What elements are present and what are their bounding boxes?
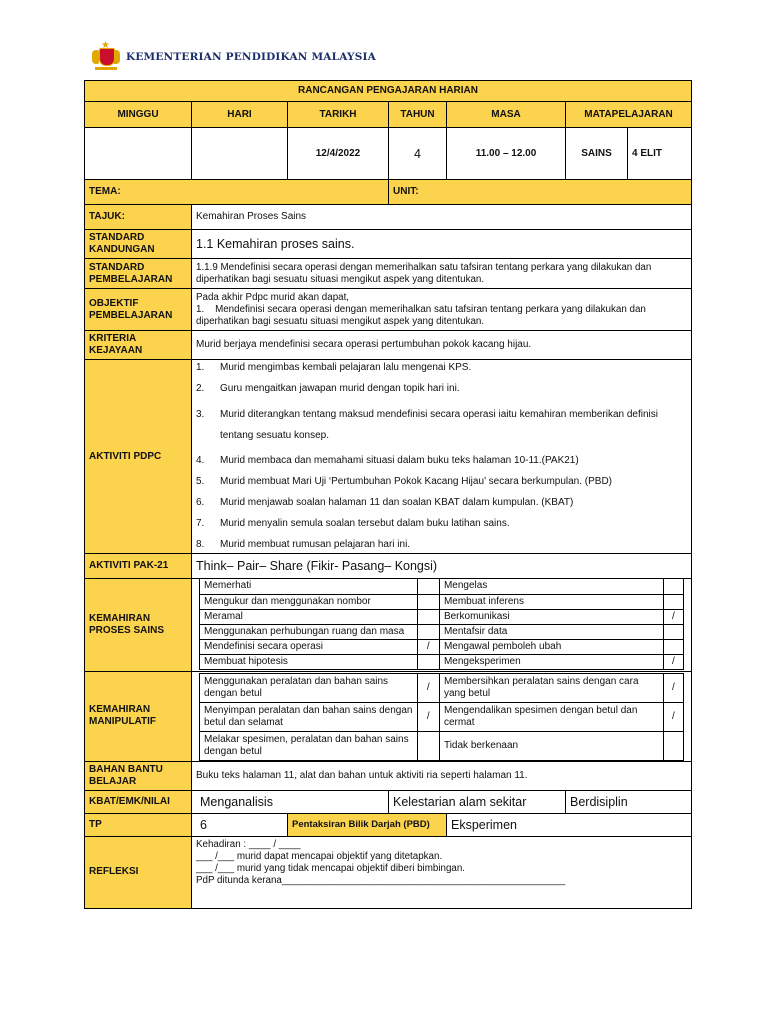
manipulatif-item: Menyimpan peralatan dan bahan sains dengan betul dan selamat / Mengendalikan spesimen dengan betul dan cermat / bbox=[200, 702, 684, 731]
pak21-label: AKTIVITI PAK-21 bbox=[85, 554, 192, 579]
col-matapelajaran: MATAPELAJARAN bbox=[566, 102, 692, 128]
kps-item: Mendefinisi secara operasi / Mengawal pemboleh ubah bbox=[200, 639, 684, 654]
kps-row bbox=[85, 579, 692, 672]
refleksi-line: PdP ditunda kerana____________________________________________________ bbox=[196, 874, 566, 886]
col-tarikh: TARIKH bbox=[288, 102, 389, 128]
col-hari: HARI bbox=[192, 102, 288, 128]
ministry-name: KEMENTERIAN PENDIDIKAN MALAYSIA bbox=[126, 51, 376, 63]
objektif-item-number: 1. bbox=[196, 303, 205, 315]
kbat-value-2: Kelestarian alam sekitar bbox=[389, 790, 566, 813]
kps-item: Mengukur dan menggunakan nombor Membuat inferens bbox=[200, 594, 684, 609]
tp-row bbox=[85, 813, 692, 836]
manipulatif-label: KEMAHIRAN MANIPULATIF bbox=[85, 671, 192, 761]
kps-item: Menggunakan perhubungan ruang dan masa Mentafsir data bbox=[200, 624, 684, 639]
lesson-plan-table bbox=[84, 80, 692, 909]
values-row bbox=[85, 128, 692, 180]
value-masa: 11.00 – 12.00 bbox=[447, 128, 566, 180]
pbd-value: Eksperimen bbox=[447, 813, 692, 836]
refleksi-row bbox=[85, 836, 692, 908]
objektif-row bbox=[85, 289, 692, 331]
objektif-item-text: Mendefinisi secara operasi dengan memerihalkan satu tafsiran tentang perkara yang dilakukan dan diperhatikan bagi sesuatu situasi mengikut aspek yang ditentukan. bbox=[196, 303, 646, 327]
activity-item: 5. Murid membuat Mari Uji ‘Pertumbuhan Pokok Kacang Hijau’ secara berkumpulan. (PBD) bbox=[196, 476, 613, 487]
pak21-value: Think– Pair– Share (Fikir- Pasang– Kongsi) bbox=[192, 554, 692, 579]
tajuk-label: TAJUK: bbox=[85, 205, 192, 230]
col-masa: MASA bbox=[447, 102, 566, 128]
standard-kandungan-row bbox=[85, 230, 692, 259]
kbat-value-1: Menganalisis bbox=[192, 790, 389, 813]
malaysia-crest-icon: ★ bbox=[92, 44, 120, 70]
aktiviti-pdpc-row bbox=[85, 360, 692, 554]
manipulatif-grid bbox=[192, 671, 692, 761]
tp-value: 6 bbox=[192, 813, 288, 836]
title-row bbox=[85, 81, 692, 102]
bahan-value: Buku teks halaman 11, alat dan bahan untuk aktiviti ria seperti halaman 11. bbox=[192, 761, 692, 790]
aktiviti-pdpc-label: AKTIVITI PDPC bbox=[85, 360, 192, 554]
standard-pembelajaran-row bbox=[85, 259, 692, 289]
objektif-value bbox=[192, 289, 692, 331]
value-tahun: 4 bbox=[389, 128, 447, 180]
refleksi-line: ___ /___ murid yang tidak mencapai objektif diberi bimbingan. bbox=[196, 862, 466, 874]
activity-item: 7. Murid menyalin semula soalan tersebut dalam buku latihan sains. bbox=[196, 518, 510, 529]
kps-item: Meramal Berkomunikasi / bbox=[200, 609, 684, 624]
objektif-label: OBJEKTIF PEMBELAJARAN bbox=[85, 289, 192, 331]
col-tahun: TAHUN bbox=[389, 102, 447, 128]
activity-item: 4. Murid membaca dan memahami situasi dalam buku teks halaman 10-11.(PAK21) bbox=[196, 455, 579, 466]
refleksi-label: REFLEKSI bbox=[85, 836, 192, 908]
pbd-label: Pentaksiran Bilik Darjah (PBD) bbox=[288, 813, 447, 836]
aktiviti-pdpc-list bbox=[192, 360, 692, 554]
activity-item: 6. Murid menjawab soalan halaman 11 dan soalan KBAT dalam kumpulan. (KBAT) bbox=[196, 497, 574, 508]
manipulatif-item: Menggunakan peralatan dan bahan sains dengan betul / Membersihkan peralatan sains dengan cara yang betul / bbox=[200, 673, 684, 702]
refleksi-line: ___ /___ murid dapat mencapai objektif yang ditetapkan. bbox=[196, 850, 443, 862]
plan-title: RANCANGAN PENGAJARAN HARIAN bbox=[85, 81, 692, 102]
kriteria-value: Murid berjaya mendefinisi secara operasi pertumbuhan pokok kacang hijau. bbox=[192, 331, 692, 360]
tajuk-row bbox=[85, 205, 692, 230]
activity-item: 2. Guru mengaitkan jawapan murid dengan topik hari ini. bbox=[196, 383, 460, 394]
activity-item: 3. Murid diterangkan tentang maksud mendefinisi secara operasi iaitu kemahiran memberikan definisi tentang sesuatu konsep. bbox=[196, 409, 659, 441]
standard-pembelajaran-value: 1.1.9 Mendefinisi secara operasi dengan memerihalkan satu tafsiran tentang perkara yang dilakukan dan diperhatikan bagi sesuatu situasi mengikut aspek yang ditentukan. bbox=[192, 259, 692, 289]
kriteria-label: KRITERIA KEJAYAAN bbox=[85, 331, 192, 360]
bahan-row bbox=[85, 761, 692, 790]
letterhead bbox=[92, 40, 376, 70]
standard-kandungan-value: 1.1 Kemahiran proses sains. bbox=[192, 230, 692, 259]
tema-row bbox=[85, 180, 692, 205]
tp-label: TP bbox=[85, 813, 192, 836]
refleksi-value bbox=[192, 836, 692, 908]
bahan-label: BAHAN BANTU BELAJAR bbox=[85, 761, 192, 790]
value-tarikh: 12/4/2022 bbox=[288, 128, 389, 180]
value-hari bbox=[192, 128, 288, 180]
unit-label: UNIT: bbox=[389, 180, 692, 205]
columns-row bbox=[85, 102, 692, 128]
value-minggu bbox=[85, 128, 192, 180]
pak21-row bbox=[85, 554, 692, 579]
kps-item: Memerhati Mengelas bbox=[200, 579, 684, 594]
tajuk-value: Kemahiran Proses Sains bbox=[192, 205, 692, 230]
kbat-value-3: Berdisiplin bbox=[566, 790, 692, 813]
kriteria-row bbox=[85, 331, 692, 360]
col-minggu: MINGGU bbox=[85, 102, 192, 128]
activity-item: 8. Murid membuat rumusan pelajaran hari ini. bbox=[196, 539, 411, 550]
standard-kandungan-label: STANDARD KANDUNGAN bbox=[85, 230, 192, 259]
tema-label: TEMA: bbox=[85, 180, 389, 205]
kps-item: Membuat hipotesis Mengeksperimen / bbox=[200, 654, 684, 669]
activity-item: 1. Murid mengimbas kembali pelajaran lalu mengenai KPS. bbox=[196, 362, 472, 373]
kbat-label: KBAT/EMK/NILAI bbox=[85, 790, 192, 813]
value-subject: SAINS bbox=[566, 128, 628, 180]
kbat-row bbox=[85, 790, 692, 813]
kps-label: KEMAHIRAN PROSES SAINS bbox=[85, 579, 192, 672]
kps-grid bbox=[192, 579, 692, 672]
refleksi-line: Kehadiran : ____ / ____ bbox=[196, 838, 301, 850]
standard-pembelajaran-label: STANDARD PEMBELAJARAN bbox=[85, 259, 192, 289]
manipulatif-item: Melakar spesimen, peralatan dan bahan sains dengan betul Tidak berkenaan bbox=[200, 731, 684, 760]
objektif-item bbox=[196, 304, 687, 328]
manipulatif-row bbox=[85, 671, 692, 761]
value-class: 4 ELIT bbox=[628, 128, 692, 180]
objektif-intro: Pada akhir Pdpc murid akan dapat, bbox=[196, 291, 350, 303]
